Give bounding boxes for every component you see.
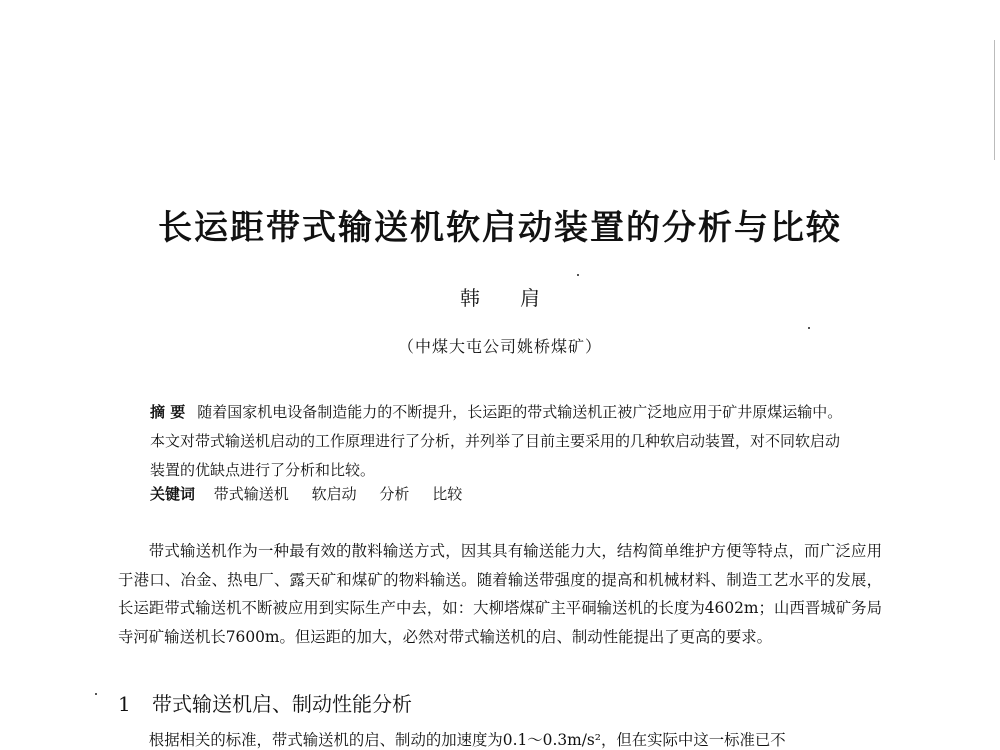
abstract [150, 398, 850, 485]
keywords-label: 关键词 [150, 485, 196, 503]
keyword: 比较 [432, 485, 463, 503]
scan-speck [808, 327, 810, 329]
abstract-label: 摘 要 [150, 403, 186, 421]
keyword: 带式输送机 [213, 485, 289, 503]
keyword: 软启动 [311, 485, 357, 503]
body-paragraph: 带式输送机作为一种最有效的散料输送方式，因其具有输送能力大，结构简单维护方便等特点，而广泛应用于港口、冶金、热电厂、露天矿和煤矿的物料输送。随着输送带强度的提高和机械材料、制造工艺水平的发展，长运距带式输送机不断被应用到实际生产中去，如：大柳塔煤矿主平硐输送机的长度为4602m；山西晋城矿务局寺河矿输送机长7600m。但运距的加大，必然对带式输送机的启、制动性能提出了更高的要求。 [118, 542, 882, 646]
paper-title: 长运距带式输送机软启动装置的分析与比较 [158, 208, 842, 248]
author-affiliation: （中煤大屯公司姚桥煤矿） [397, 337, 602, 356]
keywords [150, 483, 850, 504]
section-title: 带式输送机启、制动性能分析 [152, 692, 412, 716]
author-name [0, 282, 1000, 311]
section-heading [118, 688, 412, 717]
author-name-part: 韩 [460, 286, 480, 310]
author-name-part: 肩 [520, 286, 540, 310]
scan-edge-line [994, 40, 995, 160]
keyword: 分析 [379, 485, 410, 503]
scan-speck [577, 274, 579, 276]
cut-off-text-line: 根据相关的标准，带式输送机的启、制动的加速度为0.1～0.3m/s²，但在实际中这一标准已不 [148, 731, 786, 749]
scan-speck [95, 693, 97, 695]
section-number: 1 [118, 692, 131, 716]
abstract-text: 随着国家机电设备制造能力的不断提升，长运距的带式输送机正被广泛地应用于矿井原煤运输中。本文对带式输送机启动的工作原理进行了分析，并列举了目前主要采用的几种软启动装置，对不同软启动装置的优缺点进行了分析和比较。 [150, 403, 843, 479]
